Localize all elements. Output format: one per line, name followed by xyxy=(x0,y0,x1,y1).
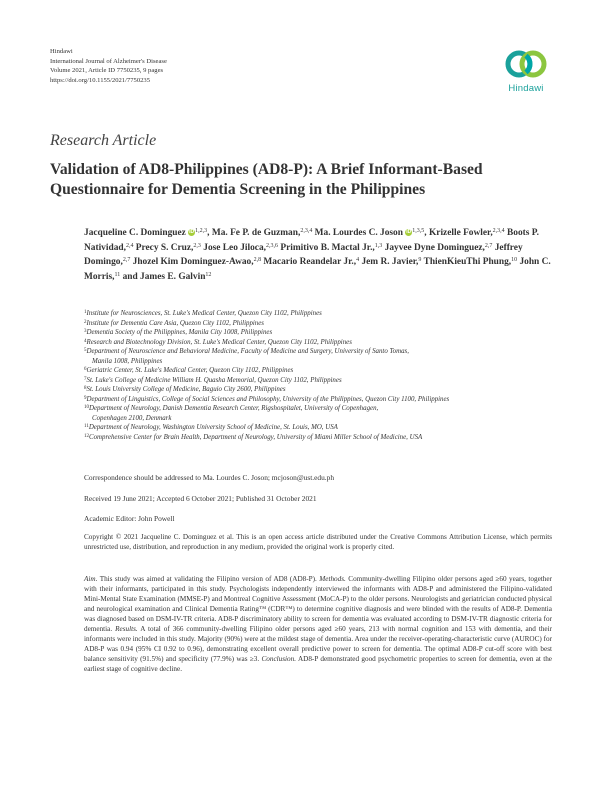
affiliation-continuation: Manila 1008, Philippines xyxy=(92,357,163,365)
journal-name: International Journal of Alzheimer's Disease xyxy=(50,57,167,65)
author-name: Macario Reandelar Jr., xyxy=(263,257,357,268)
affiliation-text: Research and Biotechnology Division, St. Luke's Medical Center, Quezon City 1102, Philippines xyxy=(86,338,352,346)
affiliation xyxy=(84,338,564,348)
author-affiliation-marker: 9 xyxy=(418,257,422,264)
methods-label: Methods. xyxy=(319,575,346,583)
author-entry xyxy=(203,243,278,253)
affiliation-list xyxy=(84,309,564,442)
results-text: A total of 366 community-dwelling Filipino older persons aged ≥60 years, 213 with normal cognition and 153 with dementia, and their informants were included in this study. Majority (90%) were at the mildest stage of dementia. Area under the receiver-operating-characteristic curve (AUROC) for AD8-P was 0.94 (95% CI 0.92 to 0.96), demonstrating excellent overall predictive power to screen for dementia. The optimal AD8-P cut-off score with best balance sensitivity (91.5%) and specificity (77.9%) was ≥3. xyxy=(84,625,552,663)
affiliation-number: 1 xyxy=(84,310,87,315)
affiliation-text: Institute for Dementia Care Asia, Quezon City 1102, Philippines xyxy=(86,319,264,327)
author-name: Jacqueline C. Dominguez xyxy=(84,228,186,238)
author-affiliation-marker: 1,3 xyxy=(374,242,383,249)
author-name: Jeffrey Domingo, xyxy=(84,242,523,268)
author-affiliation-marker: 2,3,6 xyxy=(266,242,279,249)
affiliation-number: 7 xyxy=(84,376,87,382)
methods-text: Community-dwelling Filipino older persons aged ≥60 years, together with their informants, participated in this study. Psychologists independently interviewed the informants with AD8-P and administered the Filipino-validated Mini-Mental State Examination (MMSE-P) and Montreal Cognitive Assessment (MoCA-P) to the older persons. Neurologists and geriatrician conducted physical and neurological examination and Clinical Dementia Rating™ (CDR™) to determine cognitive diagnosis and were blinded with the results of AD8-P. Dementia was diagnosed based on DSM-IV-TR criteria. AD8-P discriminatory ability to screen for dementia was evaluated according to DSM-IV-TR diagnostic criteria for dementia. xyxy=(84,575,552,633)
article-type: Research Article xyxy=(50,132,157,149)
author-affiliation-marker: 2,8 xyxy=(253,257,262,264)
affiliation xyxy=(84,366,564,376)
author-entry xyxy=(361,257,421,267)
author-name: Ma. Fe P. de Guzman, xyxy=(211,228,301,238)
article-title: Validation of AD8-Philippines (AD8-P): A Brief Informant-Based Questionnaire for Dementia Screening in the Philippines xyxy=(50,161,483,198)
publisher-name: Hindawi xyxy=(50,48,73,55)
abstract xyxy=(84,574,552,674)
affiliation-text: St. Luke's College of Medicine William H. Quasha Memorial, Quezon City 1102, Philippines xyxy=(86,376,342,384)
correspondence: Correspondence should be addressed to Ma. Lourdes C. Joson; mcjoson@ust.edu.ph xyxy=(84,473,335,482)
author-name: Precy S. Cruz, xyxy=(135,242,194,253)
author-name: Jem R. Javier, xyxy=(361,257,419,268)
affiliation xyxy=(84,319,564,329)
author-name: Boots P. Natividad, xyxy=(84,228,539,253)
copyright-notice: Copyright © 2021 Jacqueline C. Dominguez et al. This is an open access article distributed under the Creative Commons Attribution License, which permits unrestricted use, distribution, and reproduction in any medium, provided the original work is properly cited. xyxy=(84,533,552,551)
affiliation-text: Comprehensive Center for Brain Health, Department of Neurology, University of Miami Miller School of Medicine, USA xyxy=(89,433,423,441)
affiliation xyxy=(84,423,564,433)
author-affiliation-marker: 11 xyxy=(114,271,121,278)
academic-editor: Academic Editor: John Powell xyxy=(84,514,175,523)
author-name: John C. Morris, xyxy=(84,257,551,282)
affiliation xyxy=(84,385,564,395)
author-name: Krizelle Fowler, xyxy=(428,228,493,238)
affiliation-number: 6 xyxy=(84,367,87,372)
results-label: Results. xyxy=(115,625,138,633)
dates: Received 19 June 2021; Accepted 6 October 2021; Published 31 October 2021 xyxy=(84,494,317,503)
author-affiliation-marker: 12 xyxy=(205,271,212,278)
affiliation-text: St. Louis University College of Medicine, Baguio City 2600, Philippines xyxy=(86,386,286,393)
conclusion-label: Conclusion. xyxy=(261,655,297,663)
author-affiliation-marker: 2,4 xyxy=(125,242,134,249)
hindawi-rings-icon xyxy=(504,47,548,81)
author-affiliation-marker: 1,2,3 xyxy=(195,228,208,234)
orcid-icon[interactable]: iD xyxy=(189,229,195,236)
affiliation-text: Department of Linguistics, College of Social Sciences and Philosophy, University of the Philippines, Quezon City 1100, Philippines xyxy=(86,395,450,403)
author-affiliation-marker: 2,3 xyxy=(193,242,201,249)
affiliation-text: Geriatric Center, St. Luke's Medical Center, Quezon City 1102, Philippines xyxy=(86,367,294,374)
aim-text: This study was aimed at validating the Filipino version of AD8 (AD8-P). xyxy=(97,575,320,583)
affiliation-text: Institute for Neurosciences, St. Luke's Medical Center, Quezon City 1102, Philippines xyxy=(86,310,322,317)
affiliation-number: 11 xyxy=(84,424,89,429)
author-affiliation-marker: 2,7 xyxy=(122,257,131,264)
affiliation-number: 10 xyxy=(84,405,89,410)
affiliation xyxy=(84,309,564,319)
author-affiliation-marker: 1,3,5 xyxy=(412,228,425,234)
author-affiliation-marker: 2,7 xyxy=(484,242,493,249)
author-affiliation-marker: 2,3,4 xyxy=(492,228,505,234)
affiliation-text: Department of Neurology, Danish Dementia Research Center, Rigshospitalet, University of Copenhagen, xyxy=(89,405,379,412)
journal-header xyxy=(50,47,167,85)
conclusion-text: AD8-P demonstrated good psychometric properties to screen for dementia, even at the earliest stage of cognitive decline. xyxy=(84,655,552,673)
author-entry xyxy=(123,272,212,282)
affiliation-text: Department of Neurology, Washington University School of Medicine, St. Louis, MO, USA xyxy=(88,424,338,431)
author-entry xyxy=(385,243,493,253)
author-affiliation-marker: 10 xyxy=(511,257,518,264)
author-entry xyxy=(133,257,261,267)
affiliation xyxy=(84,347,564,357)
author-name: Ma. Lourdes C. Joson xyxy=(314,228,403,238)
author-affiliation-marker: 4 xyxy=(356,257,360,264)
affiliation-text: Dementia Society of the Philippines, Manila City 1008, Philippines xyxy=(86,329,273,336)
affiliation xyxy=(84,376,564,386)
author-entry xyxy=(280,243,382,253)
author-affiliation-marker: 2,3,4 xyxy=(300,228,313,234)
author-name: Jayvee Dyne Dominguez, xyxy=(384,242,485,253)
author-entry xyxy=(212,228,312,238)
author-entry xyxy=(424,257,518,267)
author-entry xyxy=(429,228,505,238)
aim-label: Aim. xyxy=(84,575,98,583)
doi-link[interactable]: https://doi.org/10.1155/2021/7750235 xyxy=(50,76,151,84)
affiliation-number: 8 xyxy=(84,386,87,391)
affiliation-number: 5 xyxy=(84,348,87,353)
author-name: ThienKieuThi Phung, xyxy=(423,257,512,268)
volume-info: Volume 2021, Article ID 7750235, 9 pages xyxy=(50,67,164,75)
author-name: and James E. Galvin xyxy=(122,271,206,282)
affiliation xyxy=(84,404,564,414)
hindawi-logo xyxy=(498,47,554,94)
affiliation xyxy=(84,433,564,443)
affiliation-continuation: Copenhagen 2100, Denmark xyxy=(92,414,172,422)
affiliation-text: Department of Neuroscience and Behavioral Medicine, Faculty of Medicine and Surgery, University of Santo Tomas, xyxy=(86,348,409,355)
affiliation xyxy=(84,395,564,405)
author-name: Jose Leo Jiloca, xyxy=(203,242,267,253)
author-list xyxy=(84,226,564,284)
author-entry: Jacqueline C. Dominguez iD$^{1,2,3}$, xyxy=(84,228,210,238)
affiliation-number: 12 xyxy=(84,433,89,439)
logo-text: Hindawi xyxy=(508,83,544,94)
affiliation-number: 4 xyxy=(84,338,87,344)
affiliation-number: 9 xyxy=(84,395,87,401)
author-name: Primitivo B. Mactal Jr., xyxy=(280,242,375,253)
author-entry xyxy=(263,257,359,267)
orcid-icon[interactable]: iD xyxy=(406,229,412,236)
author-entry: Ma. Lourdes C. Joson iD$^{1,3,5}$, xyxy=(314,228,427,238)
affiliation xyxy=(84,328,564,338)
affiliation-number: 3 xyxy=(84,329,87,334)
author-entry xyxy=(136,243,201,253)
affiliation-number: 2 xyxy=(84,319,87,325)
author-name: Jhozel Kim Dominguez-Awao, xyxy=(132,257,254,268)
